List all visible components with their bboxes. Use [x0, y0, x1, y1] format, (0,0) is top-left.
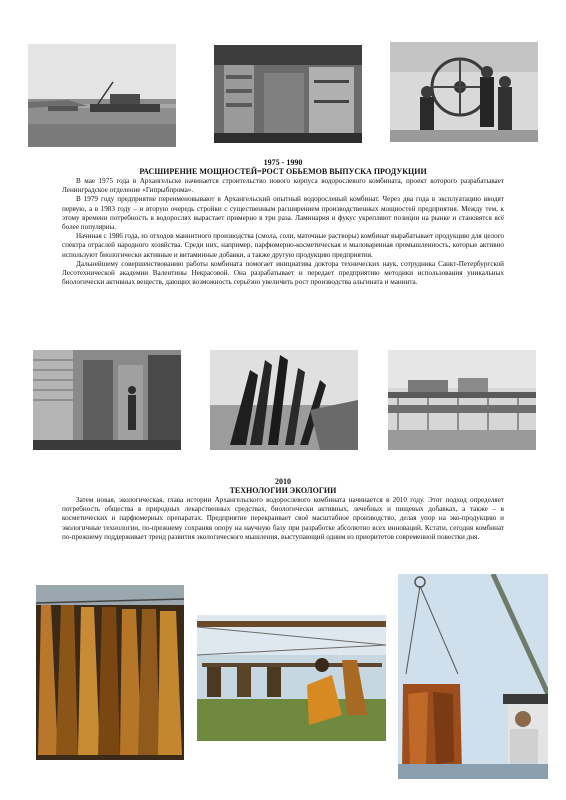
section2-paragraph: Затем новая, экологическая, глава истории Архангельского водорослевого комбината начинается в 2010 году. Этот подход определяет потребность общества в природных лекарственных средствах, биологически активных, лечебных и пищевых добавках, а также – в косметических и парфюмерных препаратах. Предприятие перекраивает своё масштабное производство, делая упор на эко-продукцию и экологичные технологии, по-прежнему сохраняя опору на научную базу при разработке абсолютно всех инноваций. Кстати, сегодня комбинат по-прежнему поддерживает тренд развития экологического мышления, выступающий одним из приоритетов современной повестки дня.: [62, 496, 504, 541]
photo-kelp-drying: [36, 585, 184, 760]
section1-body: [62, 177, 504, 287]
photo-suspended-kelp: [398, 574, 548, 779]
section1-paragraph: В мае 1975 года в Архангельске начинается строительство нового корпуса водорослевого комбината, проект которого разрабатывает Ленинградское отделение «Гипрыбпрома».: [62, 177, 504, 195]
section2-title: ТЕХНОЛОГИИ ЭКОЛОГИИ: [229, 486, 337, 495]
section1-title: РАСШИРЕНИЕ МОЩНОСТЕЙ=РОСТ ОБЬЕМОВ ВЫПУСКА ПРОДУКЦИИ: [139, 167, 427, 176]
photo-seaweed-harvest: [210, 350, 358, 450]
photo-drying-racks: [33, 350, 181, 450]
section2-body: [62, 496, 504, 542]
section1-paragraph: Начиная с 1986 года, из отходов маннитного производства (смола, соли, маточные растворы) комбинат вырабатывает продукцию для целого спектра отраслей народного хозяйства. Среди них, например, парфюмерно-косметическая и мыловаренная промышленность, которые активно используют биологически активные и витаминные добавки, а также другую продукцию предприятия.: [62, 232, 504, 259]
section1-paragraph: В 1979 году предприятие переименовывают в Архангельский опытный водорослевый комбинат. Через два года в эксплуатацию вводят первую, а в 1983 году – и вторую очередь стройки с существенным расширением производственных мощностей предприятия. Между тем, к этому времени потребность в водорослях вырастает примерно в три раза. Ламинария и фукус укрепляют позиции на рынке и становятся всё более популярны.: [62, 195, 504, 232]
section1-paragraph: Дальнейшему совершенствованию работы комбината помогает инициатива доктора технических наук, сотрудника Санкт-Петербургской Лесотехнической академии Валентины Некрасовой. Она разрабатывает и передает предприятию методики использования уникальных биологически активных веществ, дающих возможность серьёзно увеличить рост производства альгината и маннита.: [62, 259, 504, 287]
section1-year: 1975 - 1990: [263, 158, 303, 167]
photo-boats-on-water: [28, 44, 176, 147]
section2-year: 2010: [275, 477, 291, 486]
photo-factory-interior: [214, 45, 362, 143]
photo-workers-at-machinery: [390, 42, 538, 142]
photo-worker-with-kelp: [197, 615, 386, 741]
photo-drying-field: [388, 350, 536, 450]
